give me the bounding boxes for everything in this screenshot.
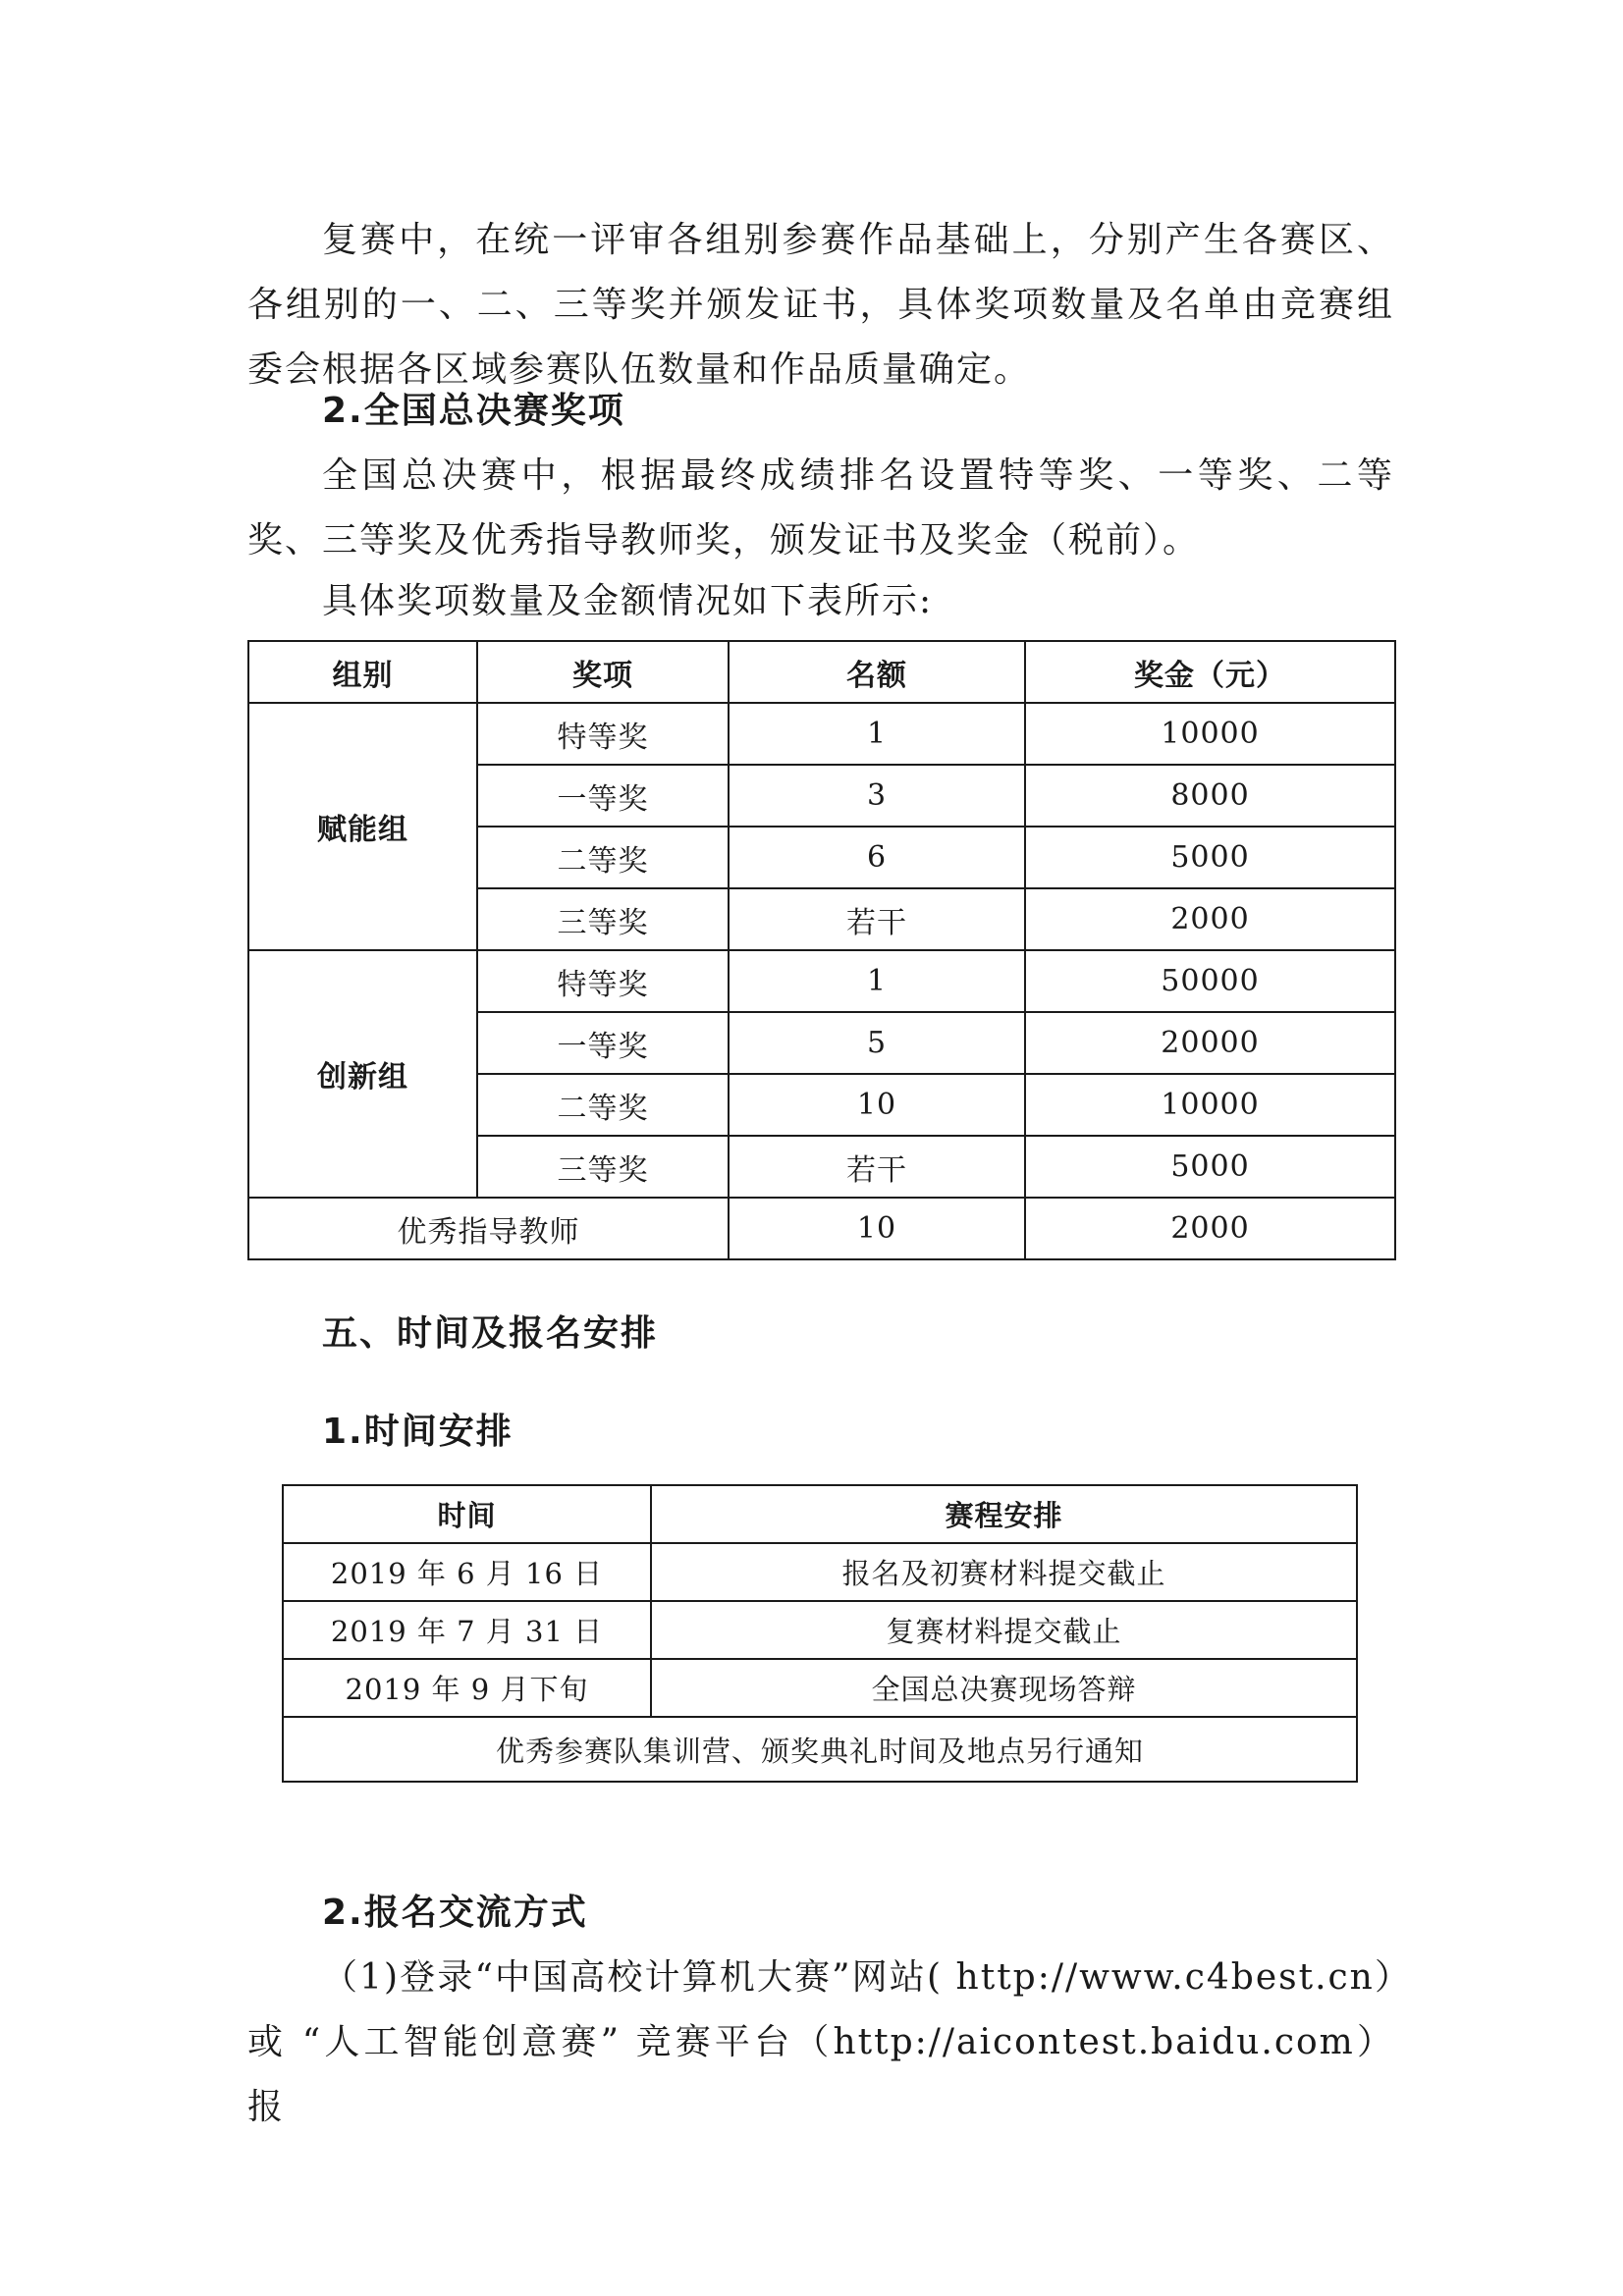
award-cell: 二等奖	[477, 827, 729, 888]
intro-paragraph: 复赛中，在统一评审各组别参赛作品基础上，分别产生各赛区、各组别的一、二、三等奖并颁发证书，具体奖项数量及名单由竞赛组委会根据各区域参赛队伍数量和作品质量确定。	[247, 220, 1394, 390]
amount-cell: 5000	[1025, 1136, 1395, 1198]
registration-heading: 2.报名交流方式	[322, 1893, 588, 1933]
award-table-header	[248, 641, 1395, 703]
time-cell: 2019 年 9 月下旬	[283, 1659, 651, 1717]
amount-cell: 2000	[1025, 1198, 1395, 1259]
amount-cell: 50000	[1025, 950, 1395, 1012]
award-cell: 二等奖	[477, 1074, 729, 1136]
count-cell: 若干	[729, 888, 1025, 950]
header-award: 奖项	[477, 641, 729, 703]
time-cell: 2019 年 7 月 31 日	[283, 1601, 651, 1659]
finals-paragraph: 全国总决赛中，根据最终成绩排名设置特等奖、一等奖、二等奖、三等奖及优秀指导教师奖，颁发证书及奖金（税前）。	[247, 455, 1394, 561]
event-cell: 报名及初赛材料提交截止	[651, 1543, 1357, 1601]
table-row	[248, 950, 1395, 1012]
award-cell: 特等奖	[477, 950, 729, 1012]
award-cell: 一等奖	[477, 765, 729, 827]
finals-heading: 2.全国总决赛奖项	[322, 391, 625, 431]
count-cell: 1	[729, 950, 1025, 1012]
count-cell: 6	[729, 827, 1025, 888]
registration-paragraph: （1)登录“中国高校计算机大赛”网站( http://www.c4best.cn）或 “人工智能创意赛” 竞赛平台（http://aicontest.baidu.com）报	[247, 1957, 1394, 2127]
header-event: 赛程安排	[651, 1485, 1357, 1543]
event-cell: 全国总决赛现场答辩	[651, 1659, 1357, 1717]
amount-cell: 5000	[1025, 827, 1395, 888]
count-cell: 若干	[729, 1136, 1025, 1198]
schedule-heading: 1.时间安排	[322, 1412, 514, 1452]
amount-cell: 10000	[1025, 1074, 1395, 1136]
award-table	[247, 640, 1396, 1260]
teacher-label: 优秀指导教师	[248, 1198, 729, 1259]
group-name: 赋能组	[248, 703, 477, 950]
table-row	[283, 1659, 1357, 1717]
count-cell: 3	[729, 765, 1025, 827]
schedule-table-header	[283, 1485, 1357, 1543]
header-amount: 奖金（元）	[1025, 641, 1395, 703]
header-time: 时间	[283, 1485, 651, 1543]
amount-cell: 8000	[1025, 765, 1395, 827]
count-cell: 10	[729, 1198, 1025, 1259]
schedule-note-row	[283, 1717, 1357, 1782]
schedule-table	[282, 1484, 1358, 1783]
group-name: 创新组	[248, 950, 477, 1198]
table-row	[283, 1543, 1357, 1601]
header-group: 组别	[248, 641, 477, 703]
award-cell: 三等奖	[477, 888, 729, 950]
table-intro: 具体奖项数量及金额情况如下表所示:	[322, 581, 934, 621]
amount-cell: 10000	[1025, 703, 1395, 765]
time-cell: 2019 年 6 月 16 日	[283, 1543, 651, 1601]
amount-cell: 20000	[1025, 1012, 1395, 1074]
header-count: 名额	[729, 641, 1025, 703]
table-row	[248, 703, 1395, 765]
award-cell: 一等奖	[477, 1012, 729, 1074]
event-cell: 复赛材料提交截止	[651, 1601, 1357, 1659]
amount-cell: 2000	[1025, 888, 1395, 950]
section5-heading: 五、时间及报名安排	[322, 1313, 659, 1354]
count-cell: 10	[729, 1074, 1025, 1136]
award-cell: 三等奖	[477, 1136, 729, 1198]
table-row	[283, 1601, 1357, 1659]
count-cell: 1	[729, 703, 1025, 765]
award-cell: 特等奖	[477, 703, 729, 765]
teacher-row	[248, 1198, 1395, 1259]
count-cell: 5	[729, 1012, 1025, 1074]
schedule-note: 优秀参赛队集训营、颁奖典礼时间及地点另行通知	[283, 1717, 1357, 1782]
